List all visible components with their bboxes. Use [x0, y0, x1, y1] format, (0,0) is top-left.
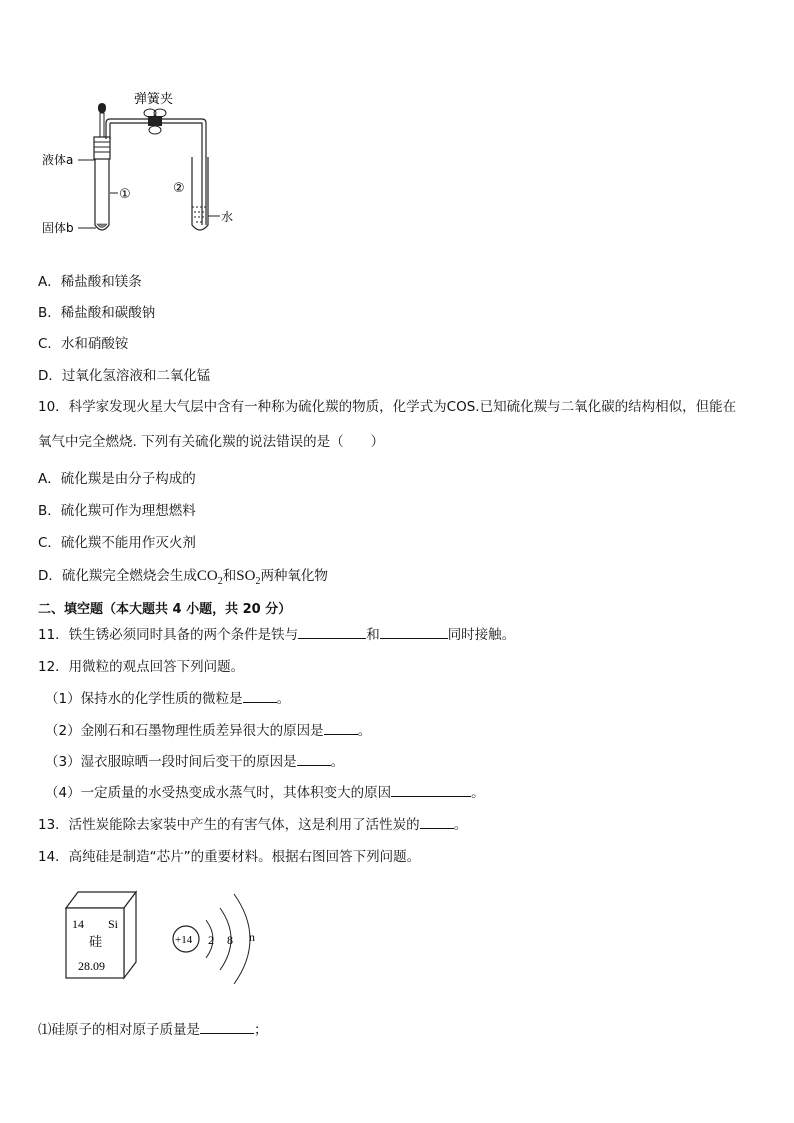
q10-option-d [38, 564, 328, 587]
connecting-tube [106, 119, 206, 225]
q10-option-c: C．硫化羰不能用作灭火剂 [38, 535, 196, 551]
q13-blank[interactable] [420, 816, 454, 829]
q10-option-d-prefix: D．硫化羰完全燃烧会生成 [38, 568, 197, 584]
q12-sub2: （2）金刚石和石墨物理性质差异很大的原因是 。 [45, 723, 372, 739]
solid-b [97, 224, 107, 228]
element-number: 14 [72, 917, 84, 931]
q10-option-b: B．硫化羰可作为理想燃料 [38, 503, 196, 519]
q9-option-c: C．水和硝酸铵 [38, 336, 129, 352]
tube-1-label: ① [119, 187, 131, 202]
q12-sub1: （1）保持水的化学性质的微粒是 。 [45, 691, 291, 707]
q12-sub3-blank[interactable] [297, 753, 331, 766]
element-name: 硅 [89, 935, 103, 950]
q10-option-d-suffix: 两种氧化物 [260, 568, 328, 584]
q10-option-a: A．硫化羰是由分子构成的 [38, 471, 196, 487]
spring-clip [144, 109, 166, 134]
q9-option-b: B．稀盐酸和碳酸钠 [38, 305, 156, 321]
q9-option-d: D．过氧化氢溶液和二氧化锰 [38, 368, 211, 384]
q12-sub4-blank[interactable] [391, 784, 471, 797]
clip-label: 弹簧夹 [134, 92, 174, 107]
section-2-heading: 二、填空题（本大题共 4 小题，共 20 分） [38, 602, 292, 617]
q12-sub4: （4）一定质量的水受热变成水蒸气时，其体积变大的原因 。 [45, 785, 485, 801]
q12-sub3: （3）湿衣服晾晒一段时间后变干的原因是 。 [45, 754, 345, 770]
water-label: 水 [221, 210, 234, 224]
q11-blank-2[interactable] [380, 626, 448, 639]
element-symbol: Si [108, 917, 119, 931]
shell-3-arc [234, 894, 250, 984]
q12-stem: 12．用微粒的观点回答下列问题。 [38, 659, 245, 675]
q11: 11．铁生锈必须同时具备的两个条件是铁与 和 同时接触。 [38, 627, 516, 643]
q12-sub1-blank[interactable] [243, 690, 277, 703]
solid-b-label: 固体b [42, 221, 74, 235]
q14-stem: 14．高纯硅是制造“芯片”的重要材料。根据右图回答下列问题。 [38, 849, 421, 865]
dropper-bulb [98, 103, 106, 113]
co2-formula: $CO_2$ [196, 568, 223, 587]
q14-sub1: ⑴硅原子的相对原子质量是 ； [38, 1022, 268, 1038]
liquid-a-label: 液体a [42, 153, 74, 167]
q12-sub2-blank[interactable] [324, 722, 358, 735]
q10-option-d-and: 和 [222, 568, 237, 584]
apparatus-diagram [30, 85, 260, 245]
stopper [94, 137, 110, 159]
q14-sub1-blank[interactable] [200, 1021, 254, 1034]
q11-blank-1[interactable] [298, 626, 366, 639]
shell-2-electrons: 8 [227, 933, 233, 947]
q10-stem-line1: 10．科学家发现火星大气层中含有一种称为硫化羰的物质，化学式为COS.已知硫化羰与二氧化碳的结构相似，但能在 [38, 399, 737, 415]
so2-formula: $SO_2$ [236, 568, 261, 587]
q10-stem-line2: 氧气中完全燃烧. 下列有关硫化羰的说法错误的是（ ） [38, 434, 385, 450]
tube-2-label: ② [173, 181, 185, 196]
test-tube-1 [95, 159, 109, 230]
shell-3-electrons: n [249, 930, 255, 944]
element-mass: 28.09 [78, 959, 105, 973]
nucleus-charge: +14 [175, 934, 193, 946]
shell-1-electrons: 2 [208, 933, 214, 947]
q9-option-a: A．稀盐酸和镁条 [38, 274, 142, 290]
q13: 13．活性炭能除去家装中产生的有害气体，这是利用了活性炭的 。 [38, 817, 468, 833]
silicon-diagram [60, 886, 280, 986]
